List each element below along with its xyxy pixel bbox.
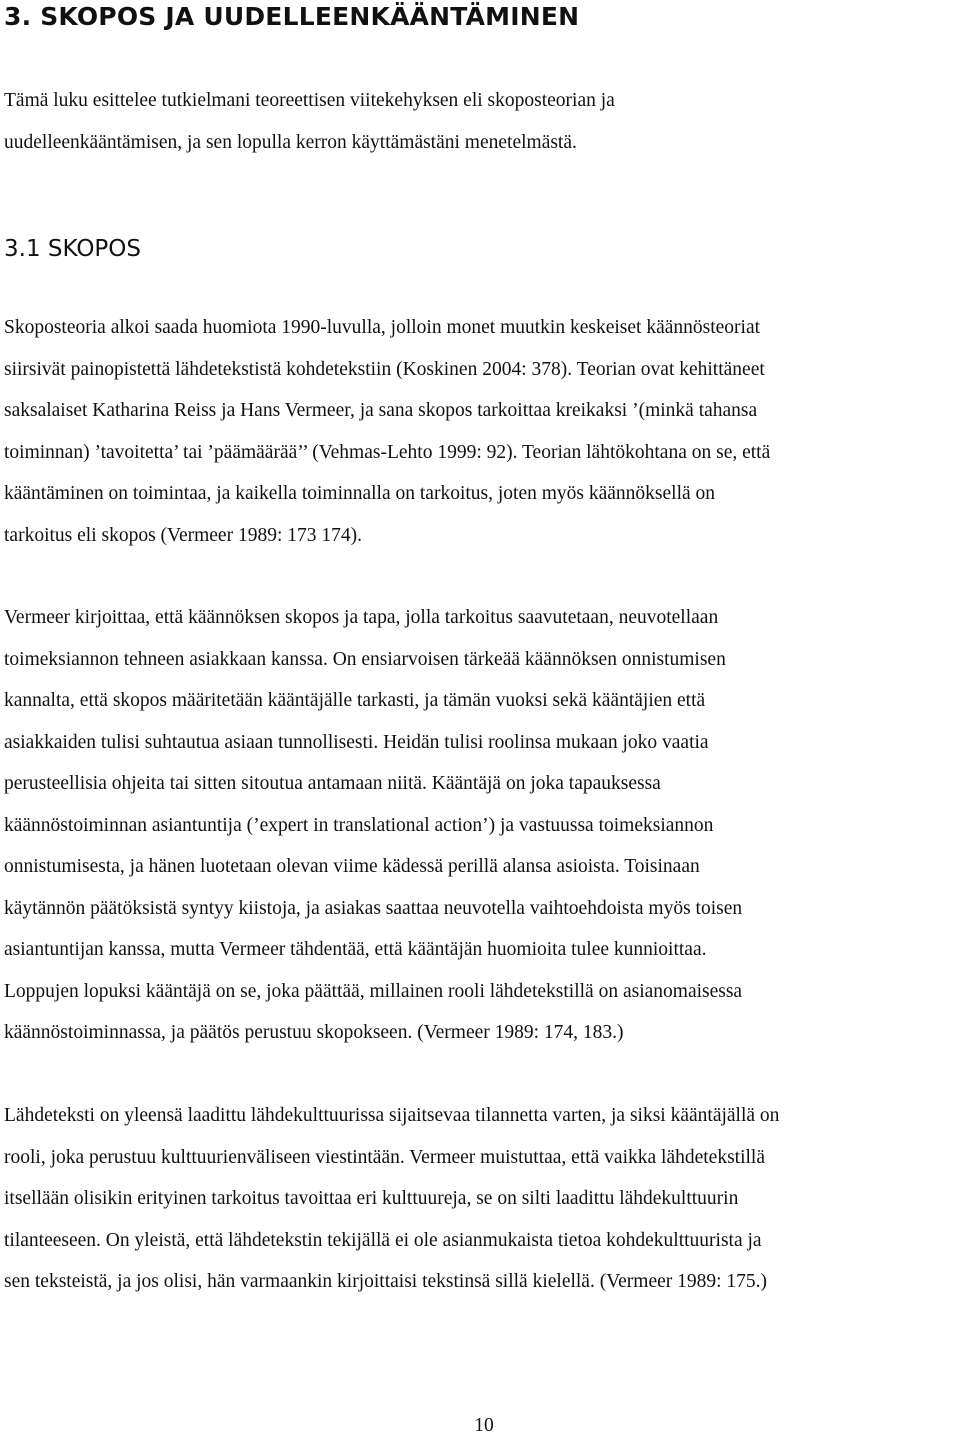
paragraph-vermeer-negotiation	[4, 597, 960, 1054]
text-line: uudelleenkääntämisen, ja sen lopulla kerron käyttämästäni menetelmästä.	[4, 131, 577, 153]
text-line: onnistumisesta, ja hänen luotetaan olevan viime kädessä perillä alansa asioista. Toisinaan	[4, 856, 700, 877]
text-line: käytännön päätöksistä syntyy kiistoja, ja asiakas saattaa neuvotella vaihtoehdoista myös toisen	[4, 897, 743, 919]
paragraph-skopos-theory	[4, 307, 960, 556]
text-line: Skoposteoria alkoi saada huomiota 1990-luvulla, jolloin monet muutkin keskeiset käännösteoriat	[4, 317, 761, 338]
text-line: kääntäminen on toimintaa, ja kaikella toiminnalla on tarkoitus, joten myös käännöksellä on	[4, 483, 716, 504]
text-line: toimeksiannon tehneen asiakkaan kanssa. On ensiarvoisen tärkeää käännöksen onnistumisen	[4, 648, 726, 670]
text-line: tilanteeseen. On yleistä, että lähdetekstin tekijällä ei ole asianmukaista tietoa kohdekulttuurista ja	[4, 1229, 762, 1251]
intro-paragraph	[4, 80, 960, 163]
text-line: perusteellisia ohjeita tai sitten sitoutua antamaan niitä. Kääntäjä on joka tapauksessa	[4, 773, 661, 794]
text-line: käännöstoiminnan asiantuntija (’expert in translational action’) ja vastuussa toimeksiannon	[4, 814, 714, 836]
page-number: 10	[474, 1415, 494, 1436]
text-line: Lähdeteksti on yleensä laadittu lähdekulttuurissa sijaitsevaa tilannetta varten, ja siksi kääntäjällä on	[4, 1105, 780, 1126]
chapter-heading: 3. SKOPOS JA UUDELLEENKÄÄNTÄMINEN	[4, 2, 580, 31]
text-line: itsellään olisikin erityinen tarkoitus tavoittaa eri kulttuureja, se on silti laadittu lähdekulttuurin	[4, 1188, 739, 1209]
section-heading: 3.1 SKOPOS	[4, 236, 141, 262]
text-line: asiakkaiden tulisi suhtautua asiaan tunnollisesti. Heidän tulisi roolinsa mukaan joko vaatia	[4, 731, 709, 753]
text-line: sen teksteistä, ja jos olisi, hän varmaankin kirjoittaisi tekstinsä sillä kielellä. (Vermeer 1989: 175.)	[4, 1271, 768, 1292]
text-line: saksalaiset Katharina Reiss ja Hans Vermeer, ja sana skopos tarkoittaa kreikaksi ’(minkä tahansa	[4, 400, 758, 421]
text-line: kannalta, että skopos määritetään kääntäjälle tarkasti, ja tämän vuoksi sekä kääntäjien että	[4, 690, 706, 711]
text-line: toiminnan) ’tavoitetta’ tai ’päämäärää’’ (Vehmas-Lehto 1999: 92). Teorian lähtökohtana on se, että	[4, 441, 771, 463]
text-line: tarkoitus eli skopos (Vermeer 1989: 173 174).	[4, 524, 362, 546]
text-line: asiantuntijan kanssa, mutta Vermeer tähdentää, että kääntäjän huomioita tulee kunnioittaa.	[4, 939, 707, 960]
text-line: rooli, joka perustuu kulttuurienväliseen viestintään. Vermeer muistuttaa, että vaikka lähdetekstillä	[4, 1146, 766, 1168]
text-line: käännöstoiminnassa, ja päätös perustuu skopokseen. (Vermeer 1989: 174, 183.)	[4, 1022, 624, 1043]
paragraph-source-text	[4, 1095, 960, 1303]
text-line: Tämä luku esittelee tutkielmani teoreettisen viitekehyksen eli skoposteorian ja	[4, 90, 615, 111]
text-line: siirsivät painopistettä lähdetekstistä kohdetekstiin (Koskinen 2004: 378). Teorian ovat kehittäneet	[4, 358, 765, 380]
text-line: Loppujen lopuksi kääntäjä on se, joka päättää, millainen rooli lähdetekstillä on asianomaisessa	[4, 980, 743, 1002]
text-line: Vermeer kirjoittaa, että käännöksen skopos ja tapa, jolla tarkoitus saavutetaan, neuvotellaan	[4, 607, 719, 628]
